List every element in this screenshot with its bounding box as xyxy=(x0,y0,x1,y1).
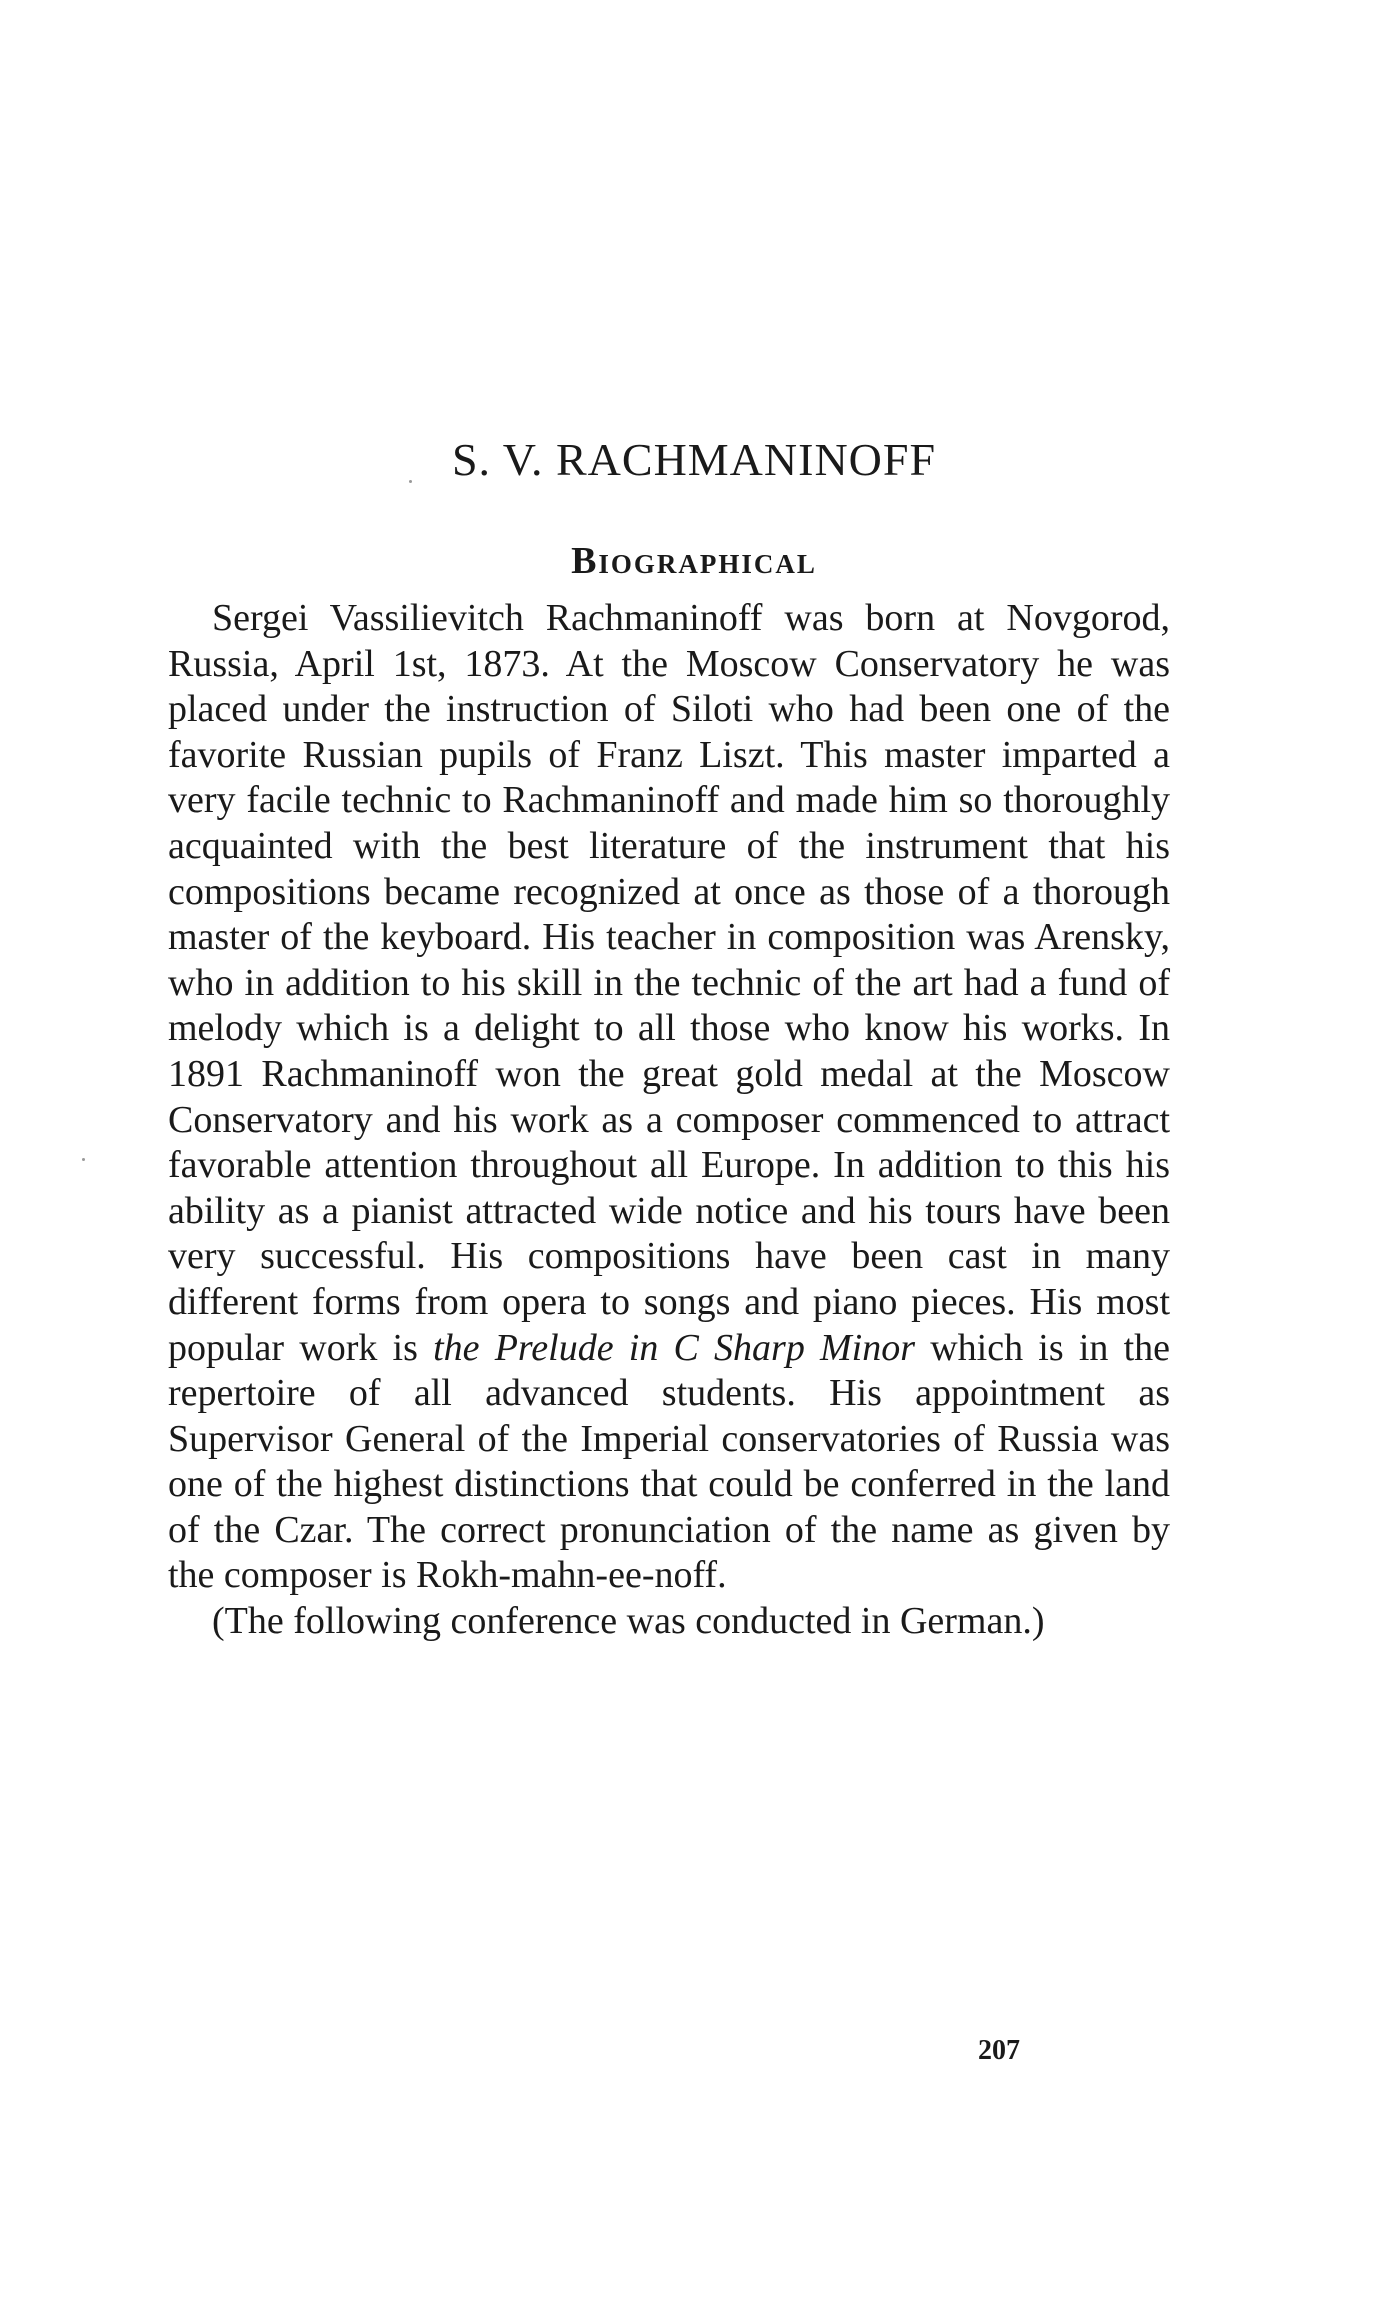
section-subtitle: Biographical xyxy=(571,540,817,582)
print-speck xyxy=(82,1158,85,1161)
conference-note: (The following conference was conducted in German.) xyxy=(212,1600,1045,1643)
paragraph-text-end: which is in the repertoire of all advanced students. His appointment as Supervisor General of the Imperial conservatories of Russia was one of the highest distinctions that could be conferred in the land of the Czar. The correct pronunciation of the name as given by the composer is Rokh-mahn-ee-noff. xyxy=(168,1326,1170,1597)
chapter-title: S. V. RACHMANINOFF xyxy=(451,434,937,485)
biography-paragraph xyxy=(168,596,1170,1599)
italic-work-title: the Prelude in C Sharp Minor xyxy=(433,1326,916,1369)
paragraph-text-start: Sergei Vassilievitch Rachmaninoff was born at Novgorod, Russia, April 1st, 1873. At the Moscow Conservatory he was placed under the instruction of Siloti who had been one of the favorite Russian pupils of Franz Liszt. This master imparted a very facile technic to Rachmaninoff and made him so thoroughly acquainted with the best literature of the instrument that his compositions became recognized at once as those of a thorough master of the keyboard. His teacher in composition was Arensky, who in addition to his skill in the technic of the art had a fund of melody which is a delight to all those who know his works. In 1891 Rachmaninoff won the great gold medal at the Moscow Conservatory and his work as a composer commenced to attract favorable attention throughout all Europe. In addition to this his ability as a pianist attracted wide notice and his tours have been very successful. His compositions have been cast in many different forms from opera to songs and piano pieces. His most popular work is xyxy=(168,597,1170,1369)
page-number: 207 xyxy=(978,2035,1020,2066)
biography-text xyxy=(168,596,1170,1645)
